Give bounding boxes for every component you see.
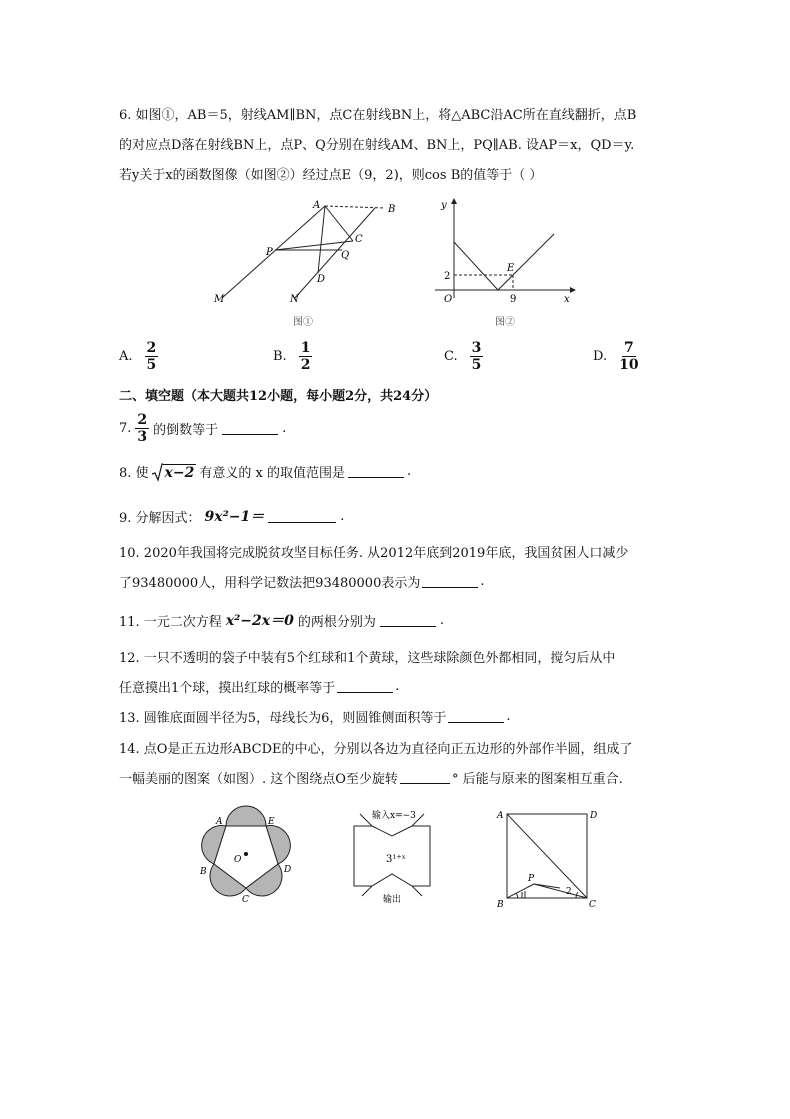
q9-text: 9. 分解因式：: [119, 510, 201, 526]
q12-blank[interactable]: [337, 680, 393, 693]
angle-mark-b: [516, 893, 518, 898]
option-d-letter: D.: [593, 349, 608, 364]
fig2-label-9: 9: [510, 294, 517, 305]
q13: 13. 圆锥底面圆半径为5，母线长为6，则圆锥侧面积等于 .: [119, 709, 511, 726]
flow-out-left: [362, 886, 372, 896]
fig1-label-m: M: [214, 294, 225, 305]
q9-expression: 9x²−1＝: [204, 509, 265, 525]
fig2-label-y: y: [441, 200, 447, 211]
q8-text-pre: 8. 使: [119, 466, 149, 481]
option-a-letter: A.: [119, 349, 133, 364]
fig2-graph: [454, 234, 554, 290]
q8-radical: x−2: [152, 463, 197, 481]
fig2-label-e: E: [507, 263, 515, 274]
sq-label-p: P: [528, 874, 535, 884]
figure-2: [430, 198, 580, 330]
q6-line-3: 若y关于x的函数图像（如图②）经过点E（9，2)，则cos B的值等于（ ）: [119, 168, 543, 183]
fig1-ad: [318, 206, 325, 273]
pent-label-o: O: [234, 855, 242, 865]
fig2-caption: 图②: [495, 317, 515, 328]
flow-input-label: 输入x=−3: [372, 811, 416, 821]
q10-blank[interactable]: [422, 575, 478, 588]
option-b-letter: B.: [273, 349, 287, 364]
q10-text: 了93480000人，用科学记数法把93480000表示为: [119, 576, 421, 591]
q11-blank[interactable]: [380, 614, 436, 627]
flow-out-right: [412, 886, 422, 896]
q7-blank[interactable]: [222, 422, 278, 435]
fig1-ab: [325, 206, 385, 208]
pent-label-b: B: [200, 867, 207, 877]
q8-text-post: 有意义的 x 的取值范围是: [199, 466, 345, 481]
q6-line-2: 的对应点D落在射线BN上，点P、Q分别在射线AM、BN上，PQ∥AB. 设AP＝x，QD＝y.: [119, 138, 635, 153]
sq-label-2: 2: [566, 887, 572, 897]
semicircle-ae: [226, 806, 266, 826]
diagonal-ac: [507, 814, 587, 898]
fig2-label-o: O: [444, 294, 453, 305]
square-figure: [492, 808, 602, 908]
q12-text: 任意摸出1个球，摸出红球的概率等于: [119, 681, 336, 696]
segment-bp: [507, 884, 534, 898]
q7-frac: $\frac{2}{3}$: [137, 412, 148, 445]
option-b-frac: $\frac{1}{2}$: [300, 340, 311, 373]
q12-line-1: 12. 一只不透明的袋子中装有5个红球和1个黄球，这些球除颜色外都相同，搅匀后从中: [119, 651, 616, 666]
fig2-label-x: x: [564, 294, 570, 305]
q7-text: 的倒数等于: [153, 423, 219, 438]
q13-blank[interactable]: [448, 710, 504, 723]
fig1-label-d: D: [317, 274, 326, 285]
pent-label-e: E: [268, 817, 275, 827]
q8: 8. 使 x−2 有意义的 x 的取值范围是 .: [119, 464, 412, 481]
option-a[interactable]: [119, 340, 158, 373]
fig1-caption: 图①: [293, 317, 313, 328]
sq-label-c: C: [589, 900, 596, 910]
fig1-label-c: C: [355, 234, 363, 245]
q14-text-b: ° 后能与原来的图案相互重合.: [451, 772, 623, 787]
q10-line-2: 了93480000人，用科学记数法把93480000表示为 .: [119, 574, 485, 591]
option-c-frac: $\frac{3}{5}$: [471, 340, 482, 373]
sq-label-b: B: [497, 900, 504, 910]
q7-number: 7.: [119, 421, 132, 436]
fig1-ray-am: [222, 206, 325, 298]
option-b[interactable]: [273, 340, 312, 373]
pent-label-c: C: [242, 895, 249, 905]
q9: 9. 分解因式： 9x²−1＝ .: [119, 506, 344, 526]
q6-line-1: 6. 如图①，AB＝5，射线AM∥BN，点C在射线BN上，将△ABC沿AC所在直线翻折，点B: [119, 108, 637, 123]
option-d[interactable]: [593, 340, 639, 373]
fig1-ac: [325, 206, 353, 241]
q9-blank[interactable]: [268, 510, 336, 523]
option-c[interactable]: [444, 340, 483, 373]
pent-label-d: D: [284, 865, 292, 875]
q11-equation: x²−2x＝0: [225, 613, 294, 629]
q14-line-2: [119, 768, 623, 787]
fig2-label-2: 2: [444, 271, 451, 282]
fig1-label-b: B: [388, 204, 396, 215]
angle-mark-c: [576, 892, 578, 898]
q11-text-post: 的两根分别为: [297, 614, 376, 630]
q8-blank[interactable]: [348, 465, 404, 478]
pent-label-a: A: [216, 817, 223, 827]
fig1-label-p: P: [266, 247, 273, 258]
section-2-heading: 二、填空题（本大题共12小题，每小题2分，共24分）: [119, 389, 438, 404]
flowchart-figure: [348, 806, 438, 906]
fig2-x-arrow: [570, 287, 576, 293]
q12-line-2: 任意摸出1个球，摸出红球的概率等于 .: [119, 679, 400, 696]
q13-text: 13. 圆锥底面圆半径为5，母线长为6，则圆锥侧面积等于: [119, 711, 447, 726]
sq-label-a: A: [497, 811, 504, 821]
q11: 11. 一元二次方程 x²−2x＝0 的两根分别为 .: [119, 610, 444, 630]
sq-label-d: D: [590, 811, 598, 821]
segment-pc: [534, 884, 587, 898]
q10-line-1: 10. 2020年我国将完成脱贫攻坚目标任务. 从2012年底到2019年底，我国贫困人口减少: [119, 546, 629, 561]
flow-output-label: 输出: [383, 895, 402, 905]
q7: 7. $\frac{2}{3}$ 的倒数等于 .: [119, 412, 287, 445]
fig1-label-n: N: [290, 294, 299, 305]
q14-blank[interactable]: [400, 771, 450, 784]
fig1-label-a: A: [313, 200, 321, 211]
fig1-label-q: Q: [341, 250, 350, 261]
q11-text-pre: 11. 一元二次方程: [119, 614, 222, 630]
option-d-frac: $\frac{7}{10}$: [619, 340, 639, 373]
option-c-letter: C.: [444, 349, 458, 364]
pentagon-figure: [192, 808, 302, 908]
flow-in-left: [360, 814, 372, 826]
fig2-y-arrow: [451, 198, 457, 204]
figure-1: [210, 198, 400, 330]
center-o: [244, 852, 248, 856]
option-a-frac: $\frac{2}{5}$: [146, 340, 157, 373]
q14-line-1: 14. 点O是正五边形ABCDE的中心，分别以各边为直径向正五边形的外部作半圆，组成了: [119, 742, 633, 757]
flow-expression: 3¹⁺ˣ: [386, 854, 406, 865]
q14-text-a: 一幅美丽的图案（如图）. 这个图绕点O至少旋转: [119, 772, 398, 787]
